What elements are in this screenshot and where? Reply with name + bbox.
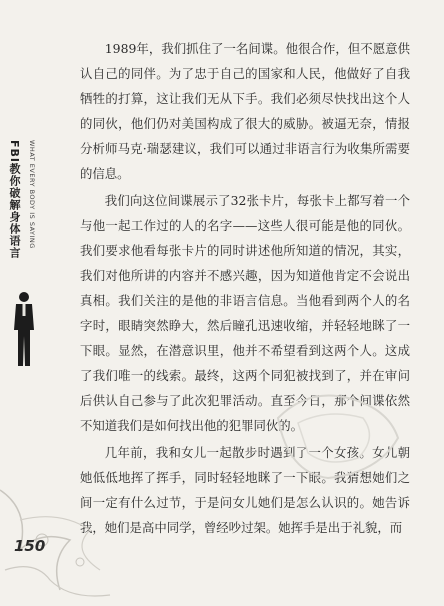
watermark-stamp <box>268 378 408 488</box>
man-silhouette-icon <box>10 290 38 368</box>
series-subtitle: WHAT EVERY BODY IS SAYING <box>28 140 36 249</box>
paragraph: 我们向这位间谍展示了32张卡片，每张卡上都写着一个与他一起工作过的人的名字——这些人很可能是他的同伙。我们要求他看每张卡片的同时讲述他所知道的情况，其实，我们对他所讲的内容并不感兴趣，因为知道他肯定不会说出真相。我们关注的是他的非语言信息。当他看到两个人的名字时，眼睛突然睁大，然后瞳孔迅速收缩，并轻轻地眯了一下眼。显然，在潜意识里，他并不希望看到这两个人。这成了我们唯一的线索。最终，这两个同犯被找到了，并在审问后供认自己参与了此次犯罪活动。直至今日，那个间谍依然不知道我们是如何找出他的犯罪同伙的。 <box>80 193 410 433</box>
paragraph: 1989年，我们抓住了一名间谍。他很合作，但不愿意供认自己的同伴。为了忠于自己的国家和人民，他做好了自我牺牲的打算，这让我们无从下手。我们必须尽快找出这个人的同伙，他们仍对美国构成了很大的威胁。被逼无奈，情报分析师马克·瑞瑟建议，我们可以通过非语言行为收集所需要的信息。 <box>80 41 410 181</box>
page-number: 150 <box>14 537 46 555</box>
series-title: FBI教你破解身体语言 <box>8 140 21 259</box>
series-sidebar <box>4 140 44 370</box>
paragraph: 几年前，我和女儿一起散步时遇到了一个女孩。女儿朝她低低地挥了挥手，同时轻轻地眯了一下眼。我猜想她们之间一定有什么过节，于是问女儿她们是怎么认识的。她告诉我，她们是高中同学，曾经吵过架。她挥手是出于礼貌，而 <box>80 445 410 535</box>
